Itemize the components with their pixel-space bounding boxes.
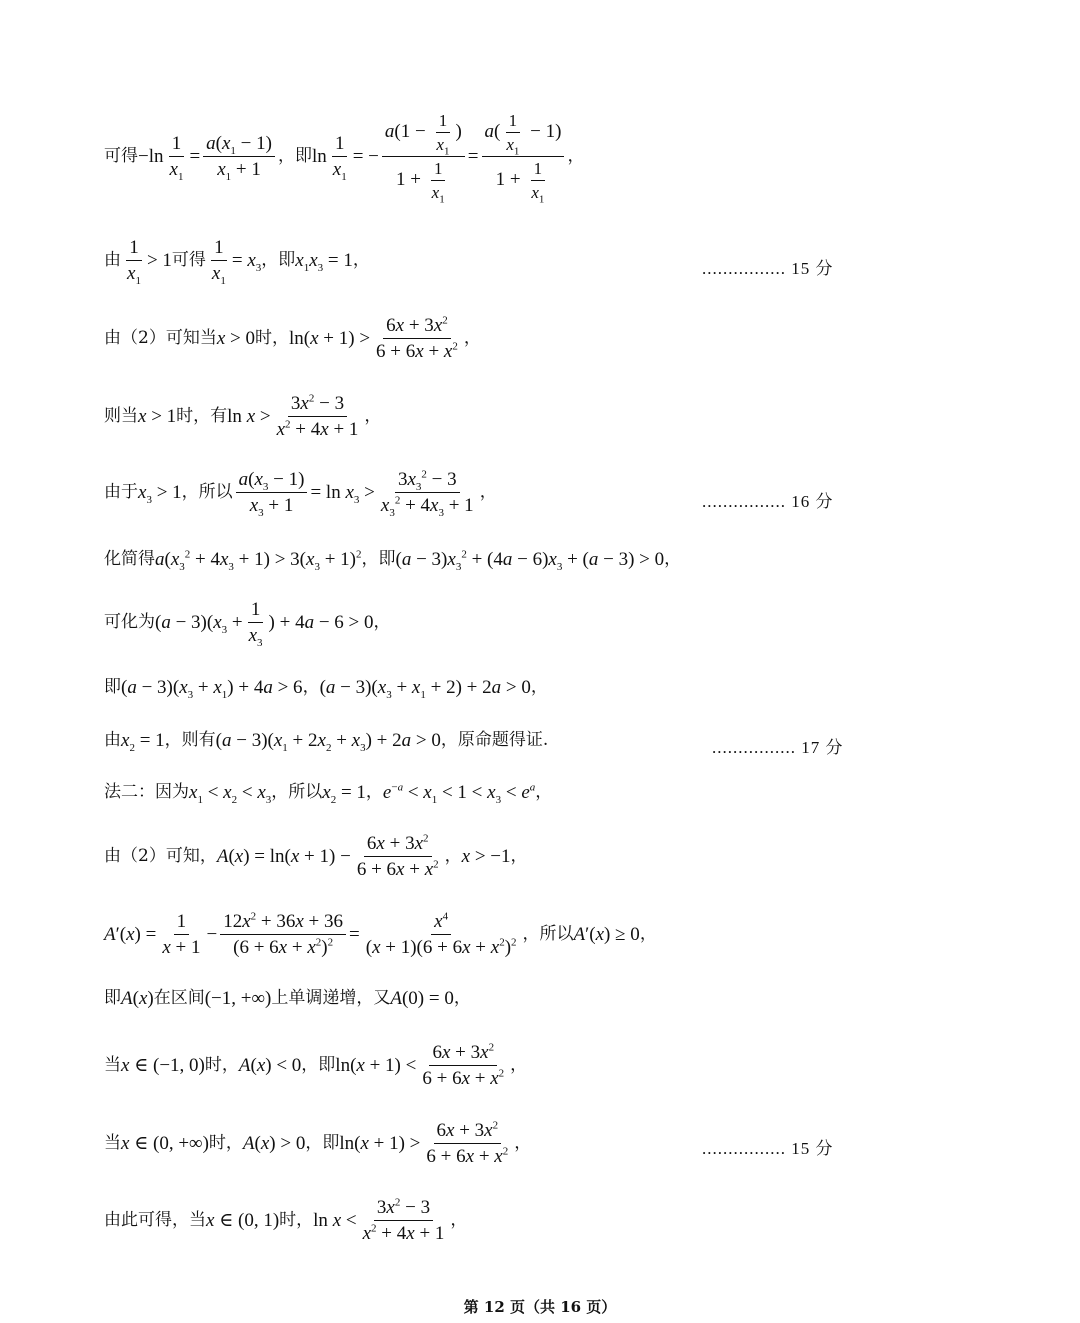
frac-1-x1: $\frac{1}{x_1}$ [169,133,184,183]
eq-line-14: 当 x ∈ (−1, 0) 时， A(x) < 0 ，即 ln(x + 1) < $\frac{6x + 3x^2}{6 + 6x + x^2}$ ， [104,1041,528,1089]
text-hence: 由此可得，当 [104,1210,206,1230]
eq-line-16: 由此可得，当 x ∈ (0, 1) 时， ln x < $\frac{3x^2 - 3}{x^2 + 4x + 1}$ ， [104,1196,468,1244]
text-ji-5: 即 [104,988,121,1008]
frac-1-x1b: $\frac{1}{x_1}$ [332,133,347,183]
text-by: 由 [104,730,121,750]
text-by2: 由（2）可知， [104,846,217,866]
text-when: 时， [254,328,289,348]
text-since: 由于 [104,482,138,502]
score-15a: ................ 15 分 [702,259,834,278]
text-mono: 在区间 [153,988,205,1008]
page-footer: 第 12 页（共 16 页） [463,1298,617,1316]
eq-line-13: 即 A(x) 在区间 (−1, +∞) 上单调递增，又 A(0) = 0 ， [104,988,471,1009]
text-proven: ，原命题得证. [440,730,549,750]
text-ji-6: ，即 [301,1055,336,1075]
text-mono2: 上单调递增，又 [271,988,391,1008]
eq-line-1: 可得 −ln $\frac{1}{x_1}$ = $\frac{a(x_1 - 1)}{x_1 + 1}$ ，即 ln $\frac{1}{x_1}$ = − a(1 − $\frac{1}{x_1}$ ) 1 + $\frac{1}{x_1}$ = a( $\frac{1}{x_1}$ − 1) 1 + $\frac{1}{x_1}$ ， [104,111,585,206]
text-so3: ，所以 [522,924,574,944]
math-1a: −ln [138,146,164,167]
eq-line-6: 化简得 $a(x_3^2 + 4x_3 + 1) > 3(x_3 + 1)^2$ ，即 $(a - 3)x_3^2 + (4a - 6)x_3 + (a - 3) > 0$ ， [104,548,682,573]
text-when-x2: 当 [104,1133,121,1153]
frac-complex-1: a(1 − $\frac{1}{x_1}$ ) 1 + $\frac{1}{x_1}$ [382,112,465,201]
score-15b: ................ 15 分 [702,1139,834,1158]
eq-line-7: 可化为 $(a - 3)(x_3$ + $\frac{1}{x_3}$ ) + 4a − 6 > 0 ， [104,599,391,649]
text-kede: 可得 [104,146,138,166]
eq-line-9: 由 $x_2 = 1$ ，则有 $(a - 3)(x_1 + 2x_2 + x_3) + 2a > 0$ ，原命题得证. [104,730,549,754]
text-ji-3: ，即 [361,549,396,569]
eq-line-5: 由于 $x_3 > 1$ ，所以 $\frac{a(x_3 - 1)}{x_3 + 1}$ = $\ln x_3$ > $\frac{3x_3^2 - 3}{x_3^2 + 4x_3 + 1}$ ， [104,468,497,519]
text-time3: 时， [279,1210,314,1230]
text-kede2: 可得 [171,250,206,270]
text-then-have: ，则有 [164,730,216,750]
text-have: 时，有 [176,406,228,426]
text-you: 由 [104,250,121,270]
score-16: ................ 16 分 [702,492,834,511]
text-so: ，所以 [181,482,233,502]
score-17: ................ 17 分 [712,738,844,757]
eq-line-8: 即 $(a - 3)(x_3 + x_1) + 4a > 6$ ， $(a - 3)(x_3 + x_1 + 2) + 2a > 0$ ， [104,677,548,701]
eq-line-15: 当 x ∈ (0, +∞) 时， A(x) > 0 ，即 ln(x + 1) > $\frac{6x + 3x^2}{6 + 6x + x^2}$ ， [104,1119,532,1167]
text-ji-2: ，即 [261,250,296,270]
text-ji-4: 即 [104,677,121,697]
text-ji-7: ，即 [305,1133,340,1153]
text-time2: 时， [208,1133,243,1153]
frac-complex-2: a( $\frac{1}{x_1}$ − 1) 1 + $\frac{1}{x_1}$ [482,112,565,201]
text-when-x: 当 [104,1055,121,1075]
eq-line-11: 由（2）可知， A(x) = ln(x + 1) − $\frac{6x + 3x^2}{6 + 6x + x^2}$ ， x > −1 ， [104,832,528,880]
frac-a-x1: $\frac{a(x_1 - 1)}{x_1 + 1}$ [203,134,275,179]
text-so2: ，所以 [271,782,323,802]
text-sub2: 由（2）可知当 [104,328,217,348]
text-then: 则当 [104,406,138,426]
text-maybe: 可化为 [104,612,155,632]
text-ji: ，即 [277,146,312,166]
text-method2: 法二：因为 [104,782,189,802]
eq-line-10: 法二：因为 $x_1 < x_2 < x_3$ ，所以 $x_2 = 1$ ， $e^{-a} < x_1 < 1 < x_3 < e^a$ ， [104,781,553,806]
eq-line-12: A′(x) = $\frac{1}{x + 1}$ − $\frac{12x^2 + 36x + 36}{(6 + 6x + x^2)^2}$ = $\frac{x^4}{(x + 1)(6 + 6x + x^2)^2}$ ，所以 A′(x) ≥ 0 ， [104,910,657,958]
eq-line-3: 由（2）可知当 x > 0 时， ln(x + 1) > $\frac{6x + 3x^2}{6 + 6x + x^2}$ ， [104,314,481,362]
eq-line-4: 则当 x > 1 时，有 ln x > $\frac{3x^2 - 3}{x^2 + 4x + 1}$ ， [104,392,382,440]
text-simplify: 化简得 [104,549,155,569]
text-time: 时， [204,1055,239,1075]
eq-line-2: 由 $\frac{1}{x_1}$ > 1 可得 $\frac{1}{x_1}$ = $x_3$ ，即 $x_1x_3 = 1$ ， [104,237,370,287]
